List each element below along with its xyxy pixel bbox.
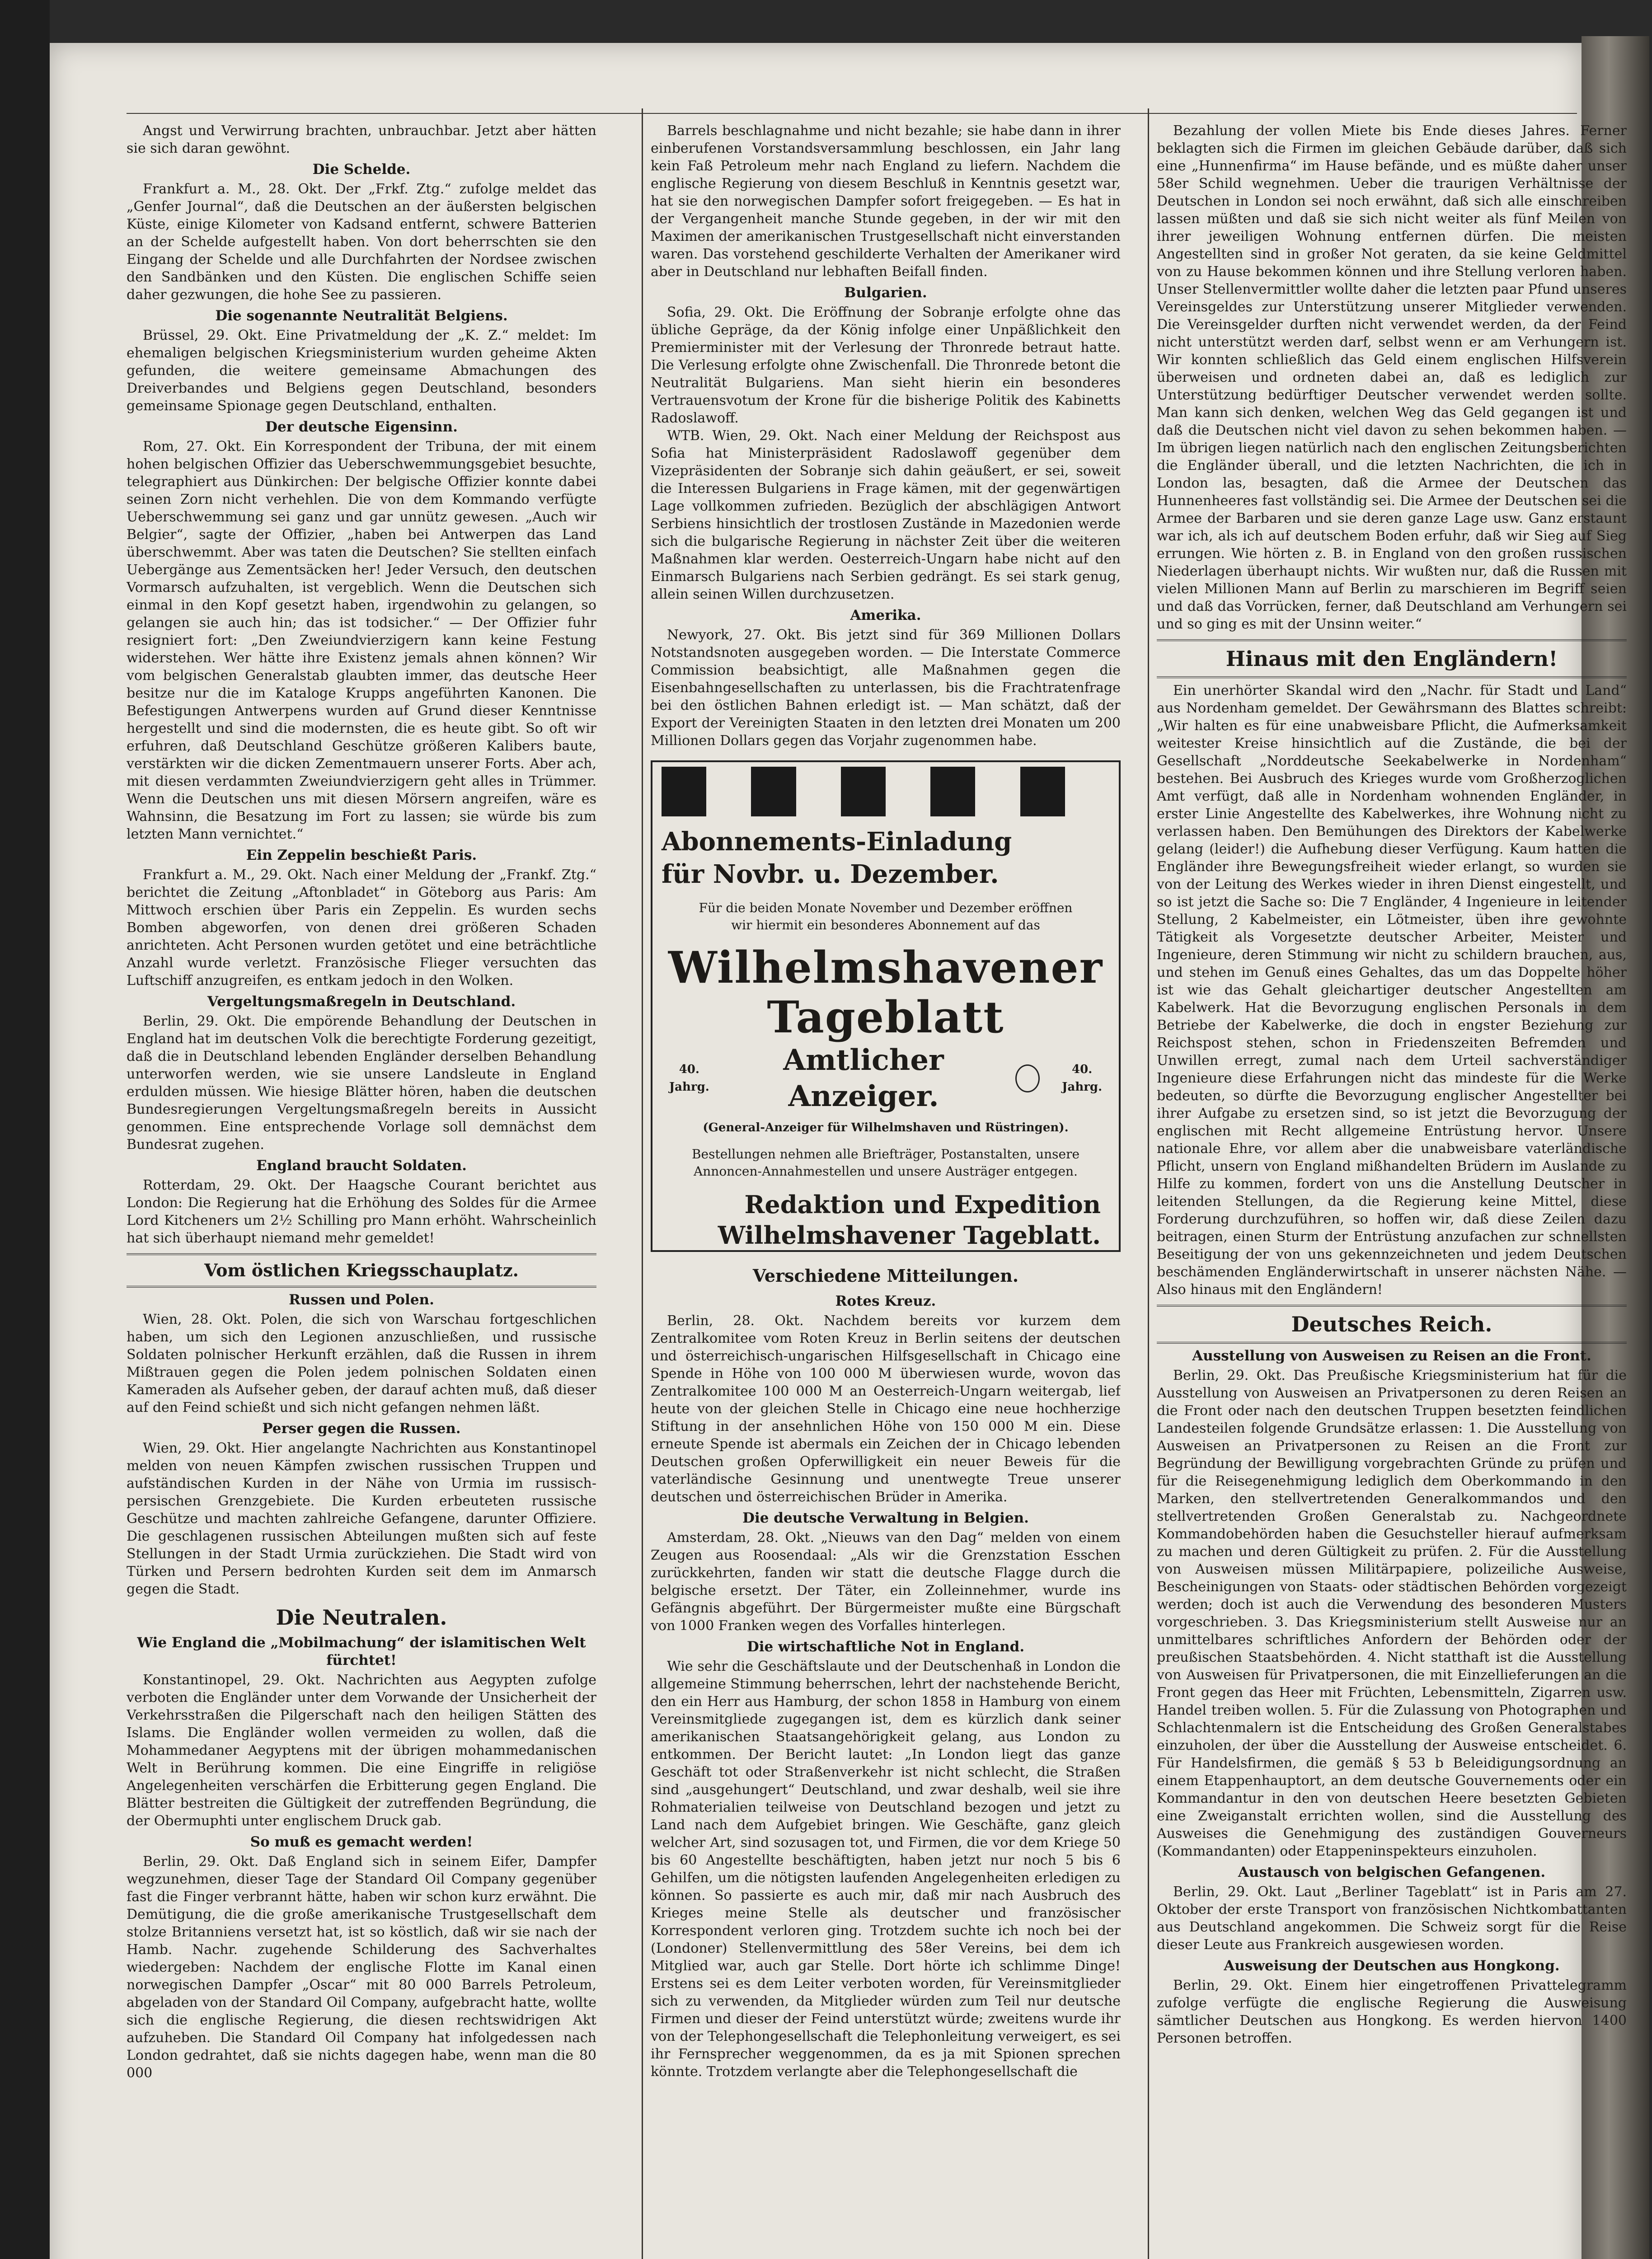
article-gefangene: Berlin, 29. Okt. Laut „Berliner Tageblatt“ ist in Paris am 27. Oktober der erste Transport von französischen Nichtkombattanten aus Deutschland angekommen. Die Schweiz sorgt für die Reise dieser Leute aus Frankreich ausgewiesen worden.: [1157, 1884, 1627, 1953]
heading-verwaltung: Die deutsche Verwaltung in Belgien.: [742, 1510, 1029, 1526]
scan-left-margin: [0, 0, 50, 2259]
article-neutralitaet: Brüssel, 29. Okt. Eine Privatmeldung der „K. Z.“ meldet: Im ehemaligen belgischen Kriegsministerium wurden geheime Akten gefunden, die weitere gemeinsame Abmachungen des Dreiverbandes und Belgiens gegen Deutschland, besonders gemeinsame Spionage gegen Deutschland, enthalten.: [127, 328, 596, 414]
ad-amtlicher-row: [662, 1042, 1110, 1115]
article-gemacht: Berlin, 29. Okt. Daß England sich in seinem Eifer, Dampfer wegzunehmen, dieser Tage der Standard Oil Company gegenüber fast die Finger verbrannt hätte, haben wir schon kurz erwähnt. Die Demütigung, die die große amerikanische Trustgesellschaft dem stolze Britanniens versetzt hat, ist so köstlich, daß wir sie nach der Hamb. Nachr. zugehende Schilderung des Sachverhaltes wiedergeben: Nachdem der englische Flotte im Kanal einen norwegischen Dampfer „Oscar“ mit 80 000 Barrels Petroleum, abgeladen von der Standard Oil Company, aufgebracht hatte, wollte sich die englische Regierung, die diesen rechtswidrigen Akt aufzuheben. Die Standard Oil Company hat infolgedessen nach London gedrahtet, daß sie nichts dagegen habe, wenn man die 80 000: [127, 1854, 596, 2081]
article-rotes-kreuz: Berlin, 28. Okt. Nachdem bereits vor kurzem dem Zentralkomitee vom Roten Kreuz in Berlin seitens der deutschen und österreichisch-ungarischen Hilfsgesellschaft in Chicago eine Spende in Höhe von 100 000 M überwiesen wurde, wovon das Zentralkomitee 100 000 M an Oesterreich-Ungarn weitergab, lief heute von der gleichen Stelle in Chicago eine neue hochherzige Stiftung in der ansehnlichen Höhe von 150 000 M ein. Diese erneute Spende ist abermals ein Zeichen der in Chicago lebenden Deutschen großen Opferwilligkeit ein neuer Beweis für die vaterländische Gesinnung und unentwegte Treue unserer deutschen und österreichischen Brüder in Amerika.: [651, 1313, 1121, 1505]
heading-not: Die wirtschaftliche Not in England.: [746, 1639, 1025, 1655]
heading-vergeltung: Vergeltungsmaßregeln in Deutschland.: [207, 994, 516, 1010]
heading-bulgarien: Bulgarien.: [844, 285, 927, 301]
heading-neutralitaet: Die sogenannte Neutralität Belgiens.: [215, 308, 508, 324]
ad-bestellungen: Bestellungen nehmen alle Briefträger, Postanstalten, unsere Annoncen-Annahmestellen und unsere Austräger entgegen.: [691, 1147, 1080, 1179]
section-heading-osten: Vom östlichen Kriegsschauplatz.: [127, 1253, 596, 1288]
heading-rotes-kreuz: Rotes Kreuz.: [835, 1293, 936, 1309]
heading-hongkong: Ausweisung der Deutschen aus Hongkong.: [1224, 1958, 1560, 1974]
article-ausweise: Berlin, 29. Okt. Das Preußische Kriegsministerium hat für die Ausstellung von Ausweisen an Privatpersonen zu deren Reisen an die Front oder nach den deutschen Truppen besetzten feindlichen Landesteilen folgende Grundsätze erlassen: 1. Die Ausstellung von Ausweisen an Privatpersonen zu Reisen an die Front zur Begründung der Bewilligung vorgebrachten Gründe zu prüfen und für die Reisegenehmigung lediglich dem Oberkommando in den Marken, den stellvertretenden Generalkommandos und den stellvertretenden Großen Generalstab zu. Nachgeordnete Kommandobehörden haben die Gesuchsteller hierauf aufmerksam zu machen und deren Gültigkeit zu prüfen. 2. Für die Ausstellung von Ausweisen müssen Militärpapiere, polizeiliche Ausweise, Bescheinigungen von Staats- oder städtischen Behörden vorgezeigt werden; doch ist auch die Verwendung des besonderen Musters vorgeschrieben. 3. Das Kriegsministerium stellt Ausweise nur an unmittelbares schriftliches Anfordern der Behörden oder der preußischen Staatsbehörden. 4. Nicht statthaft ist die Ausstellung von Ausweisen für Privatpersonen, die mit Einzellieferungen an die Front gegen das Heer mit Früchten, Lebensmitteln, Zigarren usw. Handel treiben wollen. 5. Für die Zulassung von Photographen und Schlachtenmalern ist die Entscheidung des Großen Generalstabes einzuholen, der über die Ausstellung der Ausweise entscheidet. 6. Für Handelsfirmen, die gemäß § 53 b Beleidigungsordnung an einem Etappenhauptort, an dem deutsche Gouvernements oder ein Kommandantur in den von deutschen Heere besetzten Gebieten eine Zweiganstalt errichten wollen, sind die Ausstellung des Ausweises die Genehmigung des zuständigen Gouverneurs (Kommandanten) oder Etappeninspekteurs einzuholen.: [1157, 1368, 1627, 1859]
ad-masthead: Wilhelmshavener Tageblatt: [668, 942, 1103, 1043]
heading-soldaten: England braucht Soldaten.: [256, 1158, 467, 1174]
heading-zeppelin: Ein Zeppelin beschießt Paris.: [246, 847, 477, 863]
heading-gemacht: So muß es gemacht werden!: [250, 1834, 473, 1850]
ad-invitation-line1: Abonnements-Einladung: [662, 827, 1012, 857]
ad-redaktion-line2: Wilhelmshavener Tageblatt.: [718, 1221, 1101, 1250]
ad-redaktion-line1: Redaktion und Expedition: [744, 1190, 1101, 1219]
section-heading-hinaus: Hinaus mit den Engländern!: [1157, 639, 1627, 678]
ad-jahrgang-right: 40. Jahrg.: [1062, 1063, 1103, 1094]
article-wien: WTB. Wien, 29. Okt. Nach einer Meldung der Reichspost aus Sofia hat Ministerpräsident Radoslawoff gegenüber dem Vizepräsidenten der Sobranje sich dahin geäußert, er sei, soweit die Interessen Bulgariens in Frage kämen, mit der gegenwärtigen Lage vollkommen zufrieden. Bezüglich der abschlägigen Antwort Serbiens hinsichtlich der trostlosen Zustände in Mazedonien werde sich die bulgarische Regierung in nächster Zeit über die weiteren Maßnahmen klar werden. Oesterreich-Ungarn habe nicht auf den Einmarsch Bulgariens nach Serbien gedrängt. Es sei stark genug, allein seinen Willen durchzusetzen.: [651, 428, 1121, 602]
ad-amtlicher-anzeiger: Amtlicher Anzeiger.: [783, 1043, 944, 1113]
crest-icon: [1015, 1064, 1040, 1092]
heading-mobilmachung: Wie England die „Mobilmachung“ der islamitischen Welt fürchtet!: [137, 1635, 586, 1668]
article-miete: Bezahlung der vollen Miete bis Ende dieses Jahres. Ferner beklagten sich die Firmen im gleichen Gebäude darüber, daß sich eine „Hunnenfirma“ im Hause befände, und es müßte daher unser 58er Schild wegnehmen. Ueber die traurigen Verhältnisse der Deutschen in London sei noch erwähnt, daß sich alle einschreiben lassen müßten und daß sie sich nicht weiter als fünf Meilen von ihrer jeweiligen Wohnung entfernen dürfen. Die meisten Angestellten sind in großer Not geraten, da sie keine Geldmittel von zu Hause bekommen können und ihre Stellung verloren haben. Unser Stellenvermittler wollte daher die letzten paar Pfund unseres Vereinsgeldes zur Unterstützung unserer Mitglieder verwenden. Die Vereinsgelder durften nicht verwendet werden, da der Feind nicht unterstützt werden darf, selbst wenn er am Verhungern ist. Wir konnten schließlich das Geld einem englischen Hilfsverein überweisen und ordneten dabei an, daß es lediglich zur Unterstützung bedürftiger Deutscher verwendet werden sollte. Man kann sich denken, welchen Weg das Geld gegangen ist und daß die Deutschen nicht viel davon zu sehen bekommen haben. — Im übrigen liegen natürlich nach den englischen Zeitungsberichten die Engländer überall, und die letzten Nachrichten, die ich in London las, besagten, daß die Armee der Deutschen das Hunnenheeres fast vollständig sei. Die Armee der Deutschen sei die Armee der Barbaren und sie deren ganze Lage usw. Ganz erstaunt war ich, als ich auf deutschem Boden erfuhr, daß wir Sieg auf Sieg errungen. Wie hörten z. B. in England von den großen russischen Niederlagen überhaupt nichts. Wir wußten nur, daß die Russen mit vielen Millionen Mann auf Berlin zu marschieren im Begriff seien und daß das Vorrücken, ferner, daß Deutschland am Verhungern sei und so ging es mit der Unsinn weiter.“: [1157, 123, 1627, 632]
intro-text: Angst und Verwirrung brachten, unbrauchbar. Jetzt aber hätten sie sich daran gewöhnt.: [127, 123, 596, 156]
article-barrels: Barrels beschlagnahme und nicht bezahle; sie habe dann in ihrer einberufenen Vorstandsversammlung beschlossen, ein Jahr lang kein Faß Petroleum mehr nach England zu liefern. Nachdem die englische Regierung von diesem Beschluß in Kenntnis gesetzt war, hat sie den norwegischen Dampfer sofort freigegeben. — Es hat in der Vergangenheit manche Stunde gegeben, in der wir mit den Maximen der amerikanischen Trustgesellschaft nicht einverstanden waren. Das vorstehend geschilderte Verhalten der Amerikaner wird aber in Deutschland nur lebhaften Beifall finden.: [651, 123, 1121, 280]
article-not: Wie sehr die Geschäftslaute und der Deutschenhaß in London die allgemeine Stimmung beherrschen, lehrt der nachstehende Bericht, den ein Herr aus Hamburg, der schon 1858 in Hamburg von einem Vereinsmitgliede zugegangen ist, dem es kürzlich dank seiner amerikanischen Staatsangehörigkeit gelang, aus London zu entkommen. Der Bericht lautet: „In London liegt das ganze Geschäft tot oder Straßenverkehr ist nicht schlecht, die Straßen sind „ausgehungert“ Deutschland, und zwar deshalb, weil sie ihre Rohmaterialien teilweise von Deutschland bezogen und jetzt zu Land nach dem Aufgebiet bringen. Wie Geschäfte, ganz gleich welcher Art, sind sozusagen tot, und Firmen, die vor dem Kriege 50 bis 60 Angestellte beschäftigten, haben jetzt nur noch 5 bis 6 Gehilfen, um die nötigsten laufenden Angelegenheiten erledigen zu können. So passierte es auch mir, daß mir nach Ausbruch des Krieges meine Stelle als deutscher und französischer Korrespondent verloren ging. Trotzdem suchte ich noch bei der (Londoner) Stellenvermittlung des 58er Vereins, bei dem ich Mitglied war, auch gar Stelle. Dort hörte ich schlimme Dinge! Erstens sei es dem Leiter verboten worden, für Vereinsmitglieder sich zu verwenden, da Mitglieder würden zum Teil nur deutsche Firmen und dieser der Feind unterstützt würde; zweitens wurde ihr von der Telephongesellschaft die Telephonleitung verweigert, es sei ihr Fernsprecher weggenommen, da es ja mit Spionen sprechen könnte. Trotzdem verlangte aber die Telephongesellschaft die: [651, 1659, 1121, 2080]
heading-perser: Perser gegen die Russen.: [262, 1420, 461, 1437]
article-amerika: Newyork, 27. Okt. Bis jetzt sind für 369 Millionen Dollars Notstandsnoten ausgegeben worden. — Die Interstate Commerce Commission beabsichtigt, alle Maßnahmen gegen die Eisenbahngesellschaften zu unterlassen, bis die Frachtratenfrage bei den östlichen Bahnen erledigt ist. — Man schätzt, daß der Export der Vereinigten Staaten in den letzten drei Monaten um 200 Millionen Dollars gegen das Vorjahr zugenommen habe.: [651, 627, 1121, 749]
ad-general-anzeiger: (General-Anzeiger für Wilhelmshaven und Rüstringen).: [703, 1121, 1069, 1134]
column-rule-2: [1148, 108, 1149, 2259]
article-soldaten: Rotterdam, 29. Okt. Der Haagsche Courant berichtet aus London: Die Regierung hat die Erhöhung des Soldes für die Armee Lord Kitcheners um 2½ Schilling pro Mann erhöht. Wahrscheinlich hat sich überhaupt niemand mehr gemeldet!: [127, 1177, 596, 1246]
article-mobilmachung: Konstantinopel, 29. Okt. Nachrichten aus Aegypten zufolge verboten die Engländer unter dem Vorwande der Unsicherheit der Verkehrsstraßen die Pilgerschaft nach den heiligen Stätten des Islams. Die Engländer wollen vermeiden zu wollen, daß die Mohammedaner Aegyptens mit der übrigen mohammedanischen Welt in Berührung kommen. Die eine Eingriffe in religiöse Angelegenheiten verschärfen die Erbitterung gegen England. Die Blätter bestreiten die Gültigkeit der zutreffenden Begründung, die der Obermuphti unter englischem Druck gab.: [127, 1672, 596, 1829]
heading-russen: Russen und Polen.: [289, 1292, 434, 1308]
ad-invitation-line2: für Novbr. u. Dezember.: [662, 859, 999, 889]
article-verwaltung: Amsterdam, 28. Okt. „Nieuws van den Dag“ melden von einem Zeugen aus Roosendaal: „Als wir die Grenzstation Esschen zurückkehrten, fanden wir statt die deutsche Flagge durch die belgische ersetzt. Der Täter, ein Zolleinnehmer, wurde ins Gefängnis abgeführt. Der Bürgermeister mußte eine Bürgschaft von 1000 Franken wegen des Vorfalles hinterlegen.: [651, 1530, 1121, 1634]
heading-ausweise: Ausstellung von Ausweisen zu Reisen an die Front.: [1192, 1348, 1591, 1364]
checker-border-top: [662, 767, 1110, 816]
article-vergeltung: Berlin, 29. Okt. Die empörende Behandlung der Deutschen in England hat im deutschen Volk die berechtigte Forderung gezeitigt, daß die in Deutschland lebenden Engländer derselben Behandlung unterworfen werden, wie sie unsere Landsleute in England erdulden müssen. Wie hiesige Blätter hören, haben die deutschen Bundesregierungen Vergeltungsmaßregeln bereits in Aussicht genommen. Eine entsprechende Vorlage soll demnächst dem Bundesrat zugehen.: [127, 1013, 596, 1153]
ad-jahrgang-left: 40. Jahrg.: [669, 1063, 709, 1094]
article-perser: Wien, 29. Okt. Hier angelangte Nachrichten aus Konstantinopel melden von neuen Kämpfen zwischen russischen Truppen und aufständischen Kurden in der Nähe von Urmia im russisch-persischen Grenzgebiete. Die Kurden erbeuteten russische Geschütze und machten zahlreiche Gefangene, darunter Offiziere. Die geschlagenen russischen Abteilungen mußten sich auf feste Stellungen in der Stadt Urmia zurückziehen. Die Stadt wird von Türken und Persern bedrohten Kurden seit dem im Anmarsch gegen die Stadt.: [127, 1440, 596, 1597]
article-zeppelin: Frankfurt a. M., 29. Okt. Nach einer Meldung der „Frankf. Ztg.“ berichtet die Zeitung „Aftonbladet“ in Göteborg aus Paris: Am Mittwoch erschien über Paris ein Zeppelin. Es wurden sechs Bomben abgeworfen, von denen drei größeren Schaden anrichteten. Acht Personen wurden getötet und eine beträchtliche Anzahl wurde verletzt. Französische Flieger versuchten das Luftschiff anzugreifen, es entkam jedoch in den Wolken.: [127, 867, 596, 989]
ad-text: Für die beiden Monate November und Dezember eröffnen wir hiermit ein besonderes Abonnement auf das: [699, 900, 1073, 933]
heading-schelde: Die Schelde.: [312, 161, 411, 178]
article-hinaus: Ein unerhörter Skandal wird den „Nachr. für Stadt und Land“ aus Nordenham gemeldet. Der Gewährsmann des Blattes schreibt: „Wir halten es für eine unabweisbare Pflicht, die Aufmerksamkeit weitester Kreise hinsichtlich auf die Zustände, die bei der Gesellschaft „Norddeutsche Seekabelwerke in Nordenham“ bestehen. Bei Ausbruch des Krieges wurde vom Großherzoglichen Amt verfügt, daß alle in Nordenham wohnenden Engländer, in erster Linie Angestellte des Kabelwerkes, ihre Wohnung nicht zu verlassen haben. Den Bemühungen des Direktors der Kabelwerke gelang (leider!) die Aufhebung dieser Verfügung. Kaum hatten die Engländer ihre Bewegungsfreiheit wieder erlangt, so wurden sie von der Leitung des Werkes wieder in ihren Dienst eingestellt, und so ist jetzt die Sache so: Die 7 Engländer, 4 Ingenieure in leitender Stellung, 2 Kabelmeister, ein Lötmeister, üben ihre gewohnte Tätigkeit als Vorgesetzte deutscher Arbeiter, Meister und Ingenieure, deren Stimmung wir nicht zu schildern brauchen, aus, und stehen im Genuß eines Gehaltes, das um das Doppelte höher ist wie das Gehalt gleichartiger deutscher Angestellten am Kabelwerk. Hat die Bevorzugung englischen Personals in dem Betriebe der Kabelwerke, die doch in engster Beziehung zur Reichspost stehen, schon in Friedenszeiten Befremden und Unwillen erregt, zumal nach dem Urteil sachverständiger Ingenieure diese Erfahrungen nicht das mindeste für die Werke bedeuten, so dürfte die Bevorzugung englischer Angestellter bei ihrer Aufgabe zu ersetzen sind, so ist jetzt die Bevorzugung der englischen mit Recht allgemeine Entrüstung hervor. Unsere nationale Ehre, vor allem aber die unabweisbare vaterländische Pflicht, unsern von England mißhandelten Brüdern im Auslande zu Hilfe zu kommen, fordert von uns die Anstellung Deutscher in leitenden Stellungen, da die Regierung keine Mittel, diese Forderung durchzuführen, so hoffen wir, daß diese Zeilen dazu beitragen, einen Sturm der Entrüstung anzufachen zur schnellsten Beseitigung der von uns gekennzeichneten und jedem Deutschen beschämenden Engländerwirtschaft in unserer nächsten Nähe. — Also hinaus mit den Engländern!: [1157, 683, 1627, 1298]
article-hongkong: Berlin, 29. Okt. Einem hier eingetroffenen Privattelegramm zufolge verfügte die englische Regierung die Ausweisung sämtlicher Deutschen aus Hongkong. Es werden hiervon 1400 Personen betroffen.: [1157, 1978, 1627, 2046]
column-1: [127, 122, 596, 2259]
section-heading-mitteilungen: Verschiedene Mitteilungen.: [752, 1265, 1019, 1286]
article-eigensinn: Rom, 27. Okt. Ein Korrespondent der Tribuna, der mit einem hohen belgischen Offizier das Ueberschwemmungsgebiet besuchte, telegraphiert aus Dünkirchen: Der belgische Offizier konnte dabei seinen Zorn nicht verhehlen. Die von dem Kommando verfügte Ueberschwemmung sei ganz und gar unnütz gewesen. „Auch wir Belgier“, sagte der Offizier, „haben bei Antwerpen das Land überschwemmt. Aber was taten die Deutschen? Sie stellten einfach Uebergänge aus Zementsäcken her! Jeder Versuch, den deutschen Vormarsch aufzuhalten, ist vergeblich. Wenn die Deutschen sich einmal in den Kopf gesetzt haben, irgendwohin zu gelangen, so gelangen sie auch hin; das ist todsicher.“ — Der Offizier fuhr resigniert fort: „Den Zweiundvierzigern kann keine Festung widerstehen. Wer hätte ihre Existenz jemals ahnen können? Wir vom belgischen Generalstab glaubten immer, das deutsche Heer besitze nur die im Kataloge Krupps angeführten Kanonen. Die Befestigungen Antwerpens wurden auf Grund dieser Kenntnisse hergestellt und sind die modernsten, die es heute gibt. So oft wir erfuhren, daß Deutschland Geschütze größeren Kalibers baute, verstärkten wir die dicken Zementmauern unserer Forts. Aber ach, mit diesen verdammten Zweiundvierzigern geht alles in Trümmer. Wenn die Deutschen uns mit diesen Mörsern angreifen, wäre es Wahnsinn, die Besatzung im Fort zu lassen; sie würde bis zum letzten Mann vernichtet.“: [127, 439, 596, 842]
heading-gefangene: Austausch von belgischen Gefangenen.: [1238, 1864, 1546, 1880]
section-heading-reich: Deutsches Reich.: [1157, 1305, 1627, 1344]
column-3: [1157, 122, 1627, 2259]
subscription-advertisement: [651, 760, 1121, 1252]
section-heading-neutralen: Die Neutralen.: [276, 1605, 447, 1630]
top-rule: [127, 113, 1577, 114]
heading-amerika: Amerika.: [850, 607, 921, 623]
article-bulgarien: Sofia, 29. Okt. Die Eröffnung der Sobranje erfolgte ohne das übliche Gepräge, da der König infolge einer Unpäßlichkeit den Premierminister mit der Verlesung der Thronrede betraut hatte. Die Verlesung erfolgte ohne Zwischenfall. Die Thronrede betont die Neutralität Bulgariens. Man sieht hierin ein besonderes Vertrauensvotum der Krone für die bisherige Politik des Kabinetts Radoslawoff.: [651, 305, 1121, 426]
column-2: [651, 122, 1121, 2259]
column-rule-1: [642, 108, 643, 2259]
article-russen: Wien, 28. Okt. Polen, die sich von Warschau fortgeschlichen haben, um sich den Legionen anzuschließen, und russische Soldaten polnischer Herkunft erzählen, daß die Russen in ihrem Mißtrauen gegen die Polen jedem polnischen Soldaten einen Kameraden als Aufseher geben, der darauf achten muß, daß dieser auf den Feind schießt und sich nicht gefangen nehmen läßt.: [127, 1312, 596, 1415]
heading-eigensinn: Der deutsche Eigensinn.: [265, 419, 458, 435]
article-schelde: Frankfurt a. M., 28. Okt. Der „Frkf. Ztg.“ zufolge meldet das „Genfer Journal“, daß die Deutschen an der äußersten belgischen Küste, einige Kilometer von Kadsand entfernt, schwere Batterien an der Schelde aufgestellt haben. Von dort beherrschten sie den Eingang der Schelde und alle Durchfahrten der Nordsee zwischen den Sandbänken und den Küsten. Die englischen Schiffe seien daher gezwungen, die hohe See zu passieren.: [127, 181, 596, 303]
